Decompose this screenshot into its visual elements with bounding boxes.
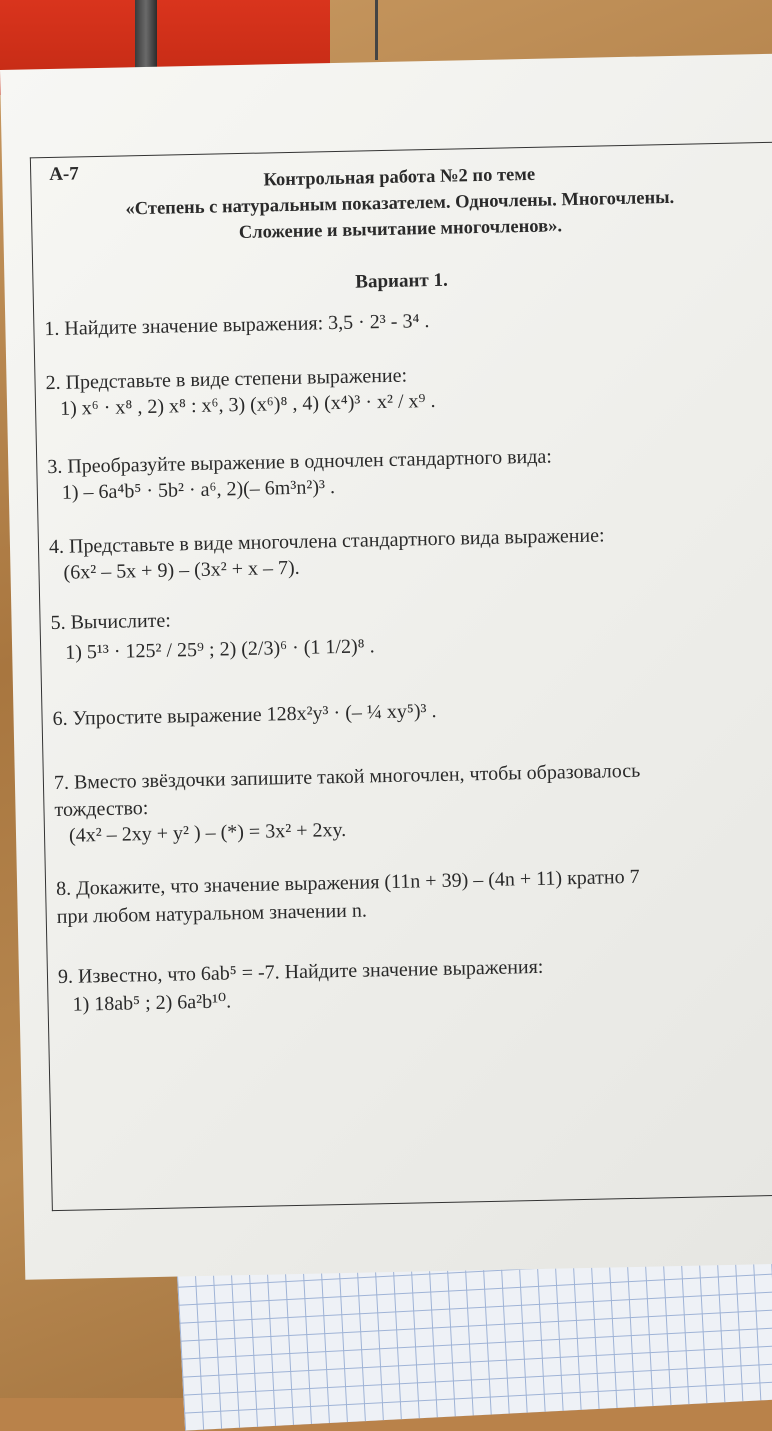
- task-5-prompt: 5. Вычислите:: [50, 609, 172, 635]
- test-frame: [30, 142, 772, 1211]
- task-4-expression: (6x² – 5x + 9) – (3x² + x – 7).: [63, 556, 300, 584]
- title-line-3: Сложение и вычитание многочленов».: [238, 216, 563, 244]
- task-8-line-1: 8. Докажите, что значение выражения (11n + 39) – (4n + 11) кратно 7: [55, 865, 640, 901]
- variant-heading: Вариант 1.: [355, 269, 448, 293]
- title-line-2: «Степень с натуральным показателем. Одночлены. Многочлены.: [125, 187, 675, 220]
- test-sheet: [0, 53, 772, 1279]
- task-3-items: 1) – 6a⁴b⁵ · 5b² · a⁶, 2)(– 6m³n²)³ .: [61, 476, 336, 504]
- task-5-items: 1) 5¹³ · 125² / 25⁹ ; 2) (2/3)⁶ · (1 1/2)⁸ .: [64, 635, 375, 664]
- task-7-prompt: 7. Вместо звёздочки запишите такой многочлен, чтобы образовалось: [53, 759, 641, 795]
- task-9-items: 1) 18ab⁵ ; 2) 6a²b¹⁰.: [72, 990, 232, 1016]
- task-1: 1. Найдите значение выражения: 3,5 · 2³ - 3⁴ .: [44, 310, 430, 341]
- task-2-items: 1) x⁶ · x⁸ , 2) x⁸ : x⁶, 3) (x⁶)⁸ , 4) (x⁴)³ · x² / x⁹ .: [59, 389, 436, 420]
- title-line-1: Контрольная работа №2 по теме: [263, 164, 536, 191]
- test-code: A-7: [48, 163, 79, 185]
- task-7-prompt-cont: тождество:: [54, 797, 149, 822]
- task-4-prompt: 4. Представьте в виде многочлена стандартного вида выражение:: [48, 524, 605, 559]
- task-7-identity: (4x² – 2xy + y² ) – (*) = 3x² + 2xy.: [68, 818, 347, 847]
- cable: [375, 0, 378, 60]
- test-title: [31, 157, 768, 250]
- task-2-prompt: 2. Представьте в виде степени выражение:: [45, 364, 408, 395]
- task-9-prompt: 9. Известно, что 6ab⁵ = -7. Найдите значение выражения:: [57, 955, 544, 988]
- task-3-prompt: 3. Преобразуйте выражение в одночлен стандартного вида:: [47, 445, 553, 479]
- task-8-line-2: при любом натуральном значении n.: [56, 899, 368, 928]
- task-6: 6. Упростите выражение 128x²y³ · (– ¼ xy⁵)³ .: [52, 700, 437, 731]
